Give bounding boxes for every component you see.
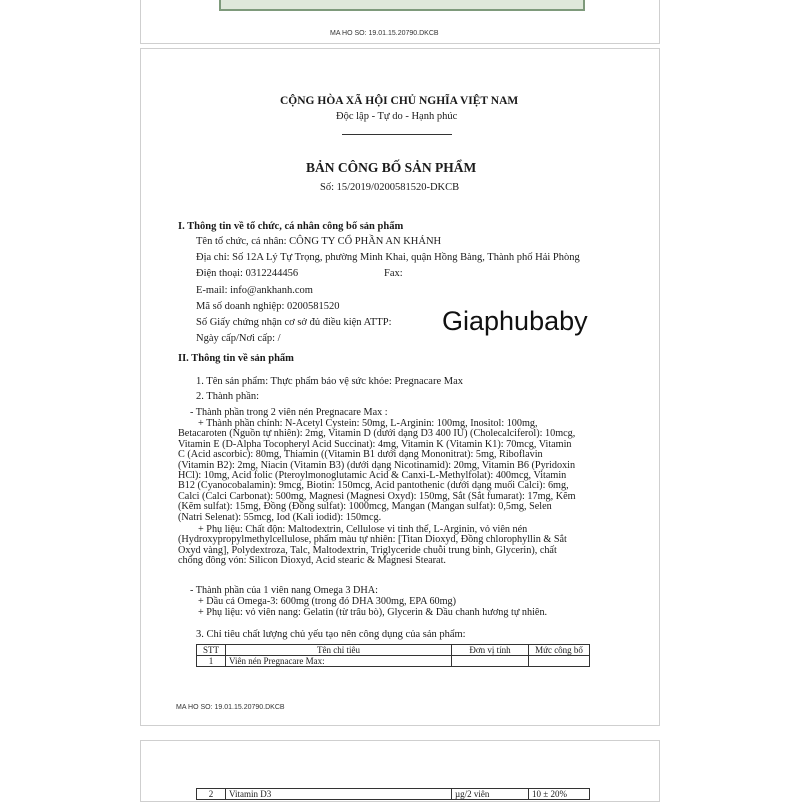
table-cell: Vitamin D3 — [226, 789, 452, 800]
document-number: Số: 15/2019/0200581520-DKCB — [320, 182, 460, 193]
excipient-line: (Hydroxypropylmethylcellulose, phẩm màu tự nhiên: [Titan Dioxyd, Đồng chlorophyllin & Sắt — [178, 534, 567, 546]
watermark-text: Giaphubaby — [442, 306, 588, 336]
main-ingredient-line: Betacaroten (Nguồn tự nhiên): 2mg, Vitamin D (dưới dạng D3 400 IU) (Cholecalciferol): 10mcg, — [178, 428, 576, 440]
org-email: E-mail: info@ankhanh.com — [196, 285, 313, 296]
org-cert-date: Ngày cấp/Nơi cấp: / — [196, 333, 281, 344]
org-address: Địa chỉ: Số 12A Lý Tự Trọng, phường Minh Khai, quận Hồng Bàng, Thành phố Hải Phòng — [196, 252, 580, 263]
page2-ma-ho-so: MA HO SO: 19.01.15.20790.DKCB — [176, 704, 285, 711]
main-ingredient-line: C (Acid ascorbic): 80mg, Thiamin ((Vitamin B1 dưới dạng Mononitrat): 5mg, Riboflavin — [178, 449, 543, 461]
header-divider — [342, 134, 452, 135]
table-cell — [529, 656, 590, 667]
main-ingredient-line: + Thành phần chính: N-Acetyl Cystein: 50mg, L-Arginin: 100mg, Inositol: 100mg, — [198, 418, 538, 429]
omega-excipient: + Phụ liệu: vỏ viên nang: Gelatin (từ trâu bò), Glycerin & Dầu chanh hương tự nhiên. — [198, 607, 548, 618]
quality-table — [196, 644, 590, 667]
table-cell: Viên nén Pregnacare Max: — [226, 656, 452, 667]
document-title: BẢN CÔNG BỐ SẢN PHẨM — [306, 160, 477, 175]
table-cell: 10 ± 20% — [529, 789, 590, 800]
product-name: 1. Tên sản phẩm: Thực phẩm bảo vệ sức khỏe: Pregnacare Max — [196, 376, 463, 387]
table-row — [197, 789, 590, 800]
table-header-row — [197, 645, 590, 656]
org-food-safety-cert: Số Giấy chứng nhận cơ sở đủ điều kiện ATTP: — [196, 317, 392, 328]
certificate-border — [219, 0, 585, 11]
table-cell: µg/2 viên — [452, 789, 529, 800]
main-ingredient-line: (Vitamin B2): 2mg, Niacin (Vitamin B3) (dưới dạng Nicotinamid): 20mg, Vitamin B6 (Pyridoxin — [178, 459, 576, 471]
main-ingredient-line: (Kẽm sulfat): 15mg, Đồng (Đồng sulfat): 1000mcg, Mangan (Mangan sulfat): 0,5mg, Selen — [178, 501, 552, 513]
main-ingredients — [178, 419, 613, 523]
excipient-line: Oxyd vàng], Polydextroza, Talc, Maltodextrin, Triglyceride chuỗi trung bình, Glycerin), chất — [178, 544, 557, 556]
main-ingredient-line: Calci (Calci Carbonat): 500mg, Magnesi (Magnesi Oxyd): 150mg, Sắt (Sắt fumarat): 17mg, Kẽm — [178, 490, 576, 502]
org-phone: Điện thoại: 0312244456 — [196, 268, 299, 279]
table-header-cell: Đơn vị tính — [452, 645, 529, 656]
composition-intro: - Thành phần trong 2 viên nén Pregnacare Max : — [190, 407, 388, 418]
omega-intro: - Thành phần của 1 viên nang Omega 3 DHA: — [190, 585, 378, 596]
section2-heading: II. Thông tin về sản phẩm — [178, 353, 294, 364]
document-page-main — [140, 48, 660, 726]
quality-table-continued — [196, 788, 590, 800]
omega-oil: + Dầu cá Omega-3: 600mg (trong đó DHA 300mg, EPA 60mg) — [198, 596, 457, 607]
section1-heading: I. Thông tin về tổ chức, cá nhân công bố sản phẩm — [178, 221, 404, 232]
quality-criteria-heading: 3. Chỉ tiêu chất lượng chủ yếu tạo nên công dụng của sản phẩm: — [196, 629, 466, 640]
table-cell: 1 — [197, 656, 226, 667]
republic-heading: CỘNG HÒA XÃ HỘI CHỦ NGHĨA VIỆT NAM — [280, 95, 519, 107]
org-name: Tên tổ chức, cá nhân: CÔNG TY CỔ PHẦN AN KHÁNH — [196, 236, 442, 247]
main-ingredient-line: Vitamin E (D-Alpha Tocopheryl Acid Succinat): 4mg, Vitamin K (Vitamin K1): 70mcg, Vitamin — [178, 438, 572, 450]
composition-heading: 2. Thành phần: — [196, 391, 260, 402]
main-ingredient-line: HCl): 10mg, Acid folic (Pteroylmonoglutamic Acid & Canxi-L-Methylfolat): 400mcg, Vitamin — [178, 470, 567, 482]
excipient-line: chống đông vón: Silicon Dioxyd, Acid stearic & Magnesi Stearat. — [178, 555, 446, 567]
table-header-cell: Mức công bố — [529, 645, 590, 656]
table-header-cell: STT — [197, 645, 226, 656]
org-fax: Fax: — [384, 268, 403, 279]
excipient-line: + Phụ liệu: Chất độn: Maltodextrin, Cellulose vi tinh thể, L-Arginin, vỏ viên nén — [198, 524, 528, 535]
document-page-previous — [140, 0, 660, 44]
table-cell: 2 — [197, 789, 226, 800]
page1-ma-ho-so: MA HO SO: 19.01.15.20790.DKCB — [330, 30, 439, 37]
table-header-cell: Tên chỉ tiêu — [226, 645, 452, 656]
motto: Độc lập - Tự do - Hạnh phúc — [336, 111, 458, 122]
excipient-ingredients — [178, 525, 613, 567]
table-row — [197, 656, 590, 667]
main-ingredient-line: (Natri Selenat): 55mcg, Iod (Kali iodid): 150mcg. — [178, 511, 382, 523]
org-tax-code: Mã số doanh nghiệp: 0200581520 — [196, 301, 340, 312]
main-ingredient-line: B12 (Cyanocobalamin): 9mcg, Biotin: 150mcg, Acid pantothenic (dưới dạng muối Calci): 6mg, — [178, 480, 569, 492]
table-cell — [452, 656, 529, 667]
